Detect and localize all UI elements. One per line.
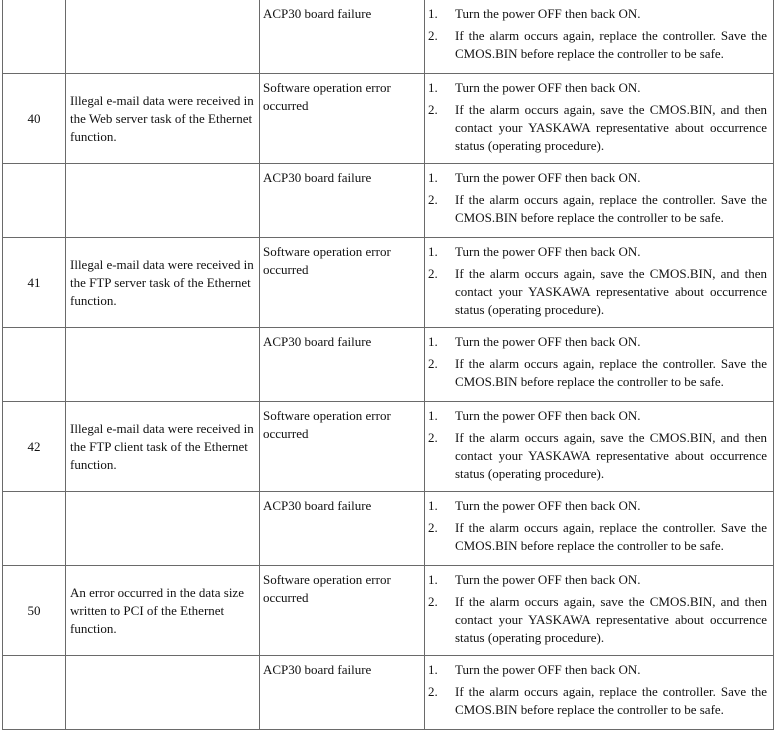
subcode-cell — [3, 656, 66, 730]
table-row — [3, 164, 774, 238]
remedy-number: 1. — [428, 334, 438, 349]
remedy-text: If the alarm occurs again, save the CMOS.BIN, and then contact your YASKAWA representative about occurrence status (operating procedure). — [455, 430, 767, 481]
alarm-table-body — [3, 0, 774, 730]
remedy-text: If the alarm occurs again, save the CMOS.BIN, and then contact your YASKAWA representative about occurrence status (operating procedure). — [455, 266, 767, 317]
remedy-number: 1. — [428, 572, 438, 587]
meaning-cell — [66, 656, 260, 730]
table-row — [3, 492, 774, 566]
remedy-number: 1. — [428, 170, 438, 185]
remedy-text: Turn the power OFF then back ON. — [455, 572, 641, 587]
remedy-item — [425, 661, 767, 679]
remedy-text: Turn the power OFF then back ON. — [455, 408, 641, 423]
remedy-item — [425, 101, 767, 155]
remedy-cell — [425, 74, 774, 164]
subcode-cell: 40 — [3, 74, 66, 164]
remedy-number: 2. — [428, 594, 438, 609]
remedy-item — [425, 519, 767, 555]
cause-cell: ACP30 board failure — [260, 0, 425, 74]
remedy-number: 1. — [428, 498, 438, 513]
remedy-list — [425, 5, 767, 63]
table-row — [3, 0, 774, 74]
table-row — [3, 402, 774, 492]
remedy-number: 1. — [428, 6, 438, 21]
remedy-text: If the alarm occurs again, replace the controller. Save the CMOS.BIN before replace the controller to be safe. — [455, 520, 767, 553]
remedy-text: Turn the power OFF then back ON. — [455, 244, 641, 259]
remedy-text: If the alarm occurs again, save the CMOS.BIN, and then contact your YASKAWA representative about occurrence status (operating procedure). — [455, 594, 767, 645]
remedy-number: 2. — [428, 266, 438, 281]
remedy-text: If the alarm occurs again, replace the controller. Save the CMOS.BIN before replace the controller to be safe. — [455, 192, 767, 225]
meaning-cell: Illegal e-mail data were received in the FTP server task of the Ethernet function. — [66, 238, 260, 328]
table-row — [3, 238, 774, 328]
remedy-item — [425, 407, 767, 425]
remedy-item — [425, 429, 767, 483]
table-row — [3, 656, 774, 730]
remedy-item — [425, 355, 767, 391]
cause-cell: Software operation error occurred — [260, 74, 425, 164]
remedy-number: 2. — [428, 430, 438, 445]
subcode-cell: 42 — [3, 402, 66, 492]
remedy-number: 2. — [428, 684, 438, 699]
cause-cell: Software operation error occurred — [260, 238, 425, 328]
remedy-number: 1. — [428, 80, 438, 95]
cause-cell: ACP30 board failure — [260, 656, 425, 730]
remedy-item — [425, 79, 767, 97]
remedy-item — [425, 333, 767, 351]
remedy-list — [425, 407, 767, 483]
cause-cell: ACP30 board failure — [260, 328, 425, 402]
subcode-cell: 41 — [3, 238, 66, 328]
meaning-cell — [66, 0, 260, 74]
remedy-list — [425, 333, 767, 391]
cause-cell: ACP30 board failure — [260, 164, 425, 238]
remedy-item — [425, 27, 767, 63]
remedy-item — [425, 265, 767, 319]
cause-cell: ACP30 board failure — [260, 492, 425, 566]
remedy-number: 2. — [428, 356, 438, 371]
remedy-number: 2. — [428, 192, 438, 207]
meaning-cell: Illegal e-mail data were received in the Web server task of the Ethernet function. — [66, 74, 260, 164]
table-row — [3, 328, 774, 402]
remedy-cell — [425, 238, 774, 328]
remedy-number: 1. — [428, 408, 438, 423]
remedy-item — [425, 683, 767, 719]
table-row — [3, 566, 774, 656]
remedy-list — [425, 243, 767, 319]
meaning-cell: Illegal e-mail data were received in the FTP client task of the Ethernet function. — [66, 402, 260, 492]
remedy-list — [425, 571, 767, 647]
subcode-cell — [3, 492, 66, 566]
meaning-cell: An error occurred in the data size written to PCI of the Ethernet function. — [66, 566, 260, 656]
meaning-cell — [66, 492, 260, 566]
remedy-text: Turn the power OFF then back ON. — [455, 170, 641, 185]
remedy-number: 2. — [428, 520, 438, 535]
remedy-cell — [425, 656, 774, 730]
subcode-cell — [3, 0, 66, 74]
remedy-text: If the alarm occurs again, replace the controller. Save the CMOS.BIN before replace the controller to be safe. — [455, 28, 767, 61]
subcode-cell: 50 — [3, 566, 66, 656]
remedy-text: Turn the power OFF then back ON. — [455, 334, 641, 349]
remedy-item — [425, 5, 767, 23]
remedy-item — [425, 497, 767, 515]
remedy-text: If the alarm occurs again, replace the controller. Save the CMOS.BIN before replace the controller to be safe. — [455, 684, 767, 717]
remedy-cell — [425, 328, 774, 402]
remedy-cell — [425, 492, 774, 566]
cause-cell: Software operation error occurred — [260, 402, 425, 492]
remedy-text: Turn the power OFF then back ON. — [455, 498, 641, 513]
remedy-cell — [425, 164, 774, 238]
remedy-number: 2. — [428, 28, 438, 43]
remedy-item — [425, 593, 767, 647]
remedy-item — [425, 571, 767, 589]
remedy-text: Turn the power OFF then back ON. — [455, 80, 641, 95]
remedy-number: 1. — [428, 244, 438, 259]
remedy-list — [425, 497, 767, 555]
subcode-cell — [3, 164, 66, 238]
remedy-text: If the alarm occurs again, save the CMOS.BIN, and then contact your YASKAWA representative about occurrence status (operating procedure). — [455, 102, 767, 153]
table-row — [3, 74, 774, 164]
remedy-text: Turn the power OFF then back ON. — [455, 662, 641, 677]
remedy-number: 2. — [428, 102, 438, 117]
remedy-cell — [425, 566, 774, 656]
remedy-list — [425, 169, 767, 227]
remedy-item — [425, 191, 767, 227]
remedy-list — [425, 79, 767, 155]
remedy-text: Turn the power OFF then back ON. — [455, 6, 641, 21]
remedy-list — [425, 661, 767, 719]
subcode-cell — [3, 328, 66, 402]
alarm-table — [2, 0, 774, 730]
remedy-text: If the alarm occurs again, replace the controller. Save the CMOS.BIN before replace the controller to be safe. — [455, 356, 767, 389]
meaning-cell — [66, 328, 260, 402]
remedy-item — [425, 169, 767, 187]
cause-cell: Software operation error occurred — [260, 566, 425, 656]
meaning-cell — [66, 164, 260, 238]
remedy-cell — [425, 402, 774, 492]
remedy-number: 1. — [428, 662, 438, 677]
remedy-cell — [425, 0, 774, 74]
remedy-item — [425, 243, 767, 261]
